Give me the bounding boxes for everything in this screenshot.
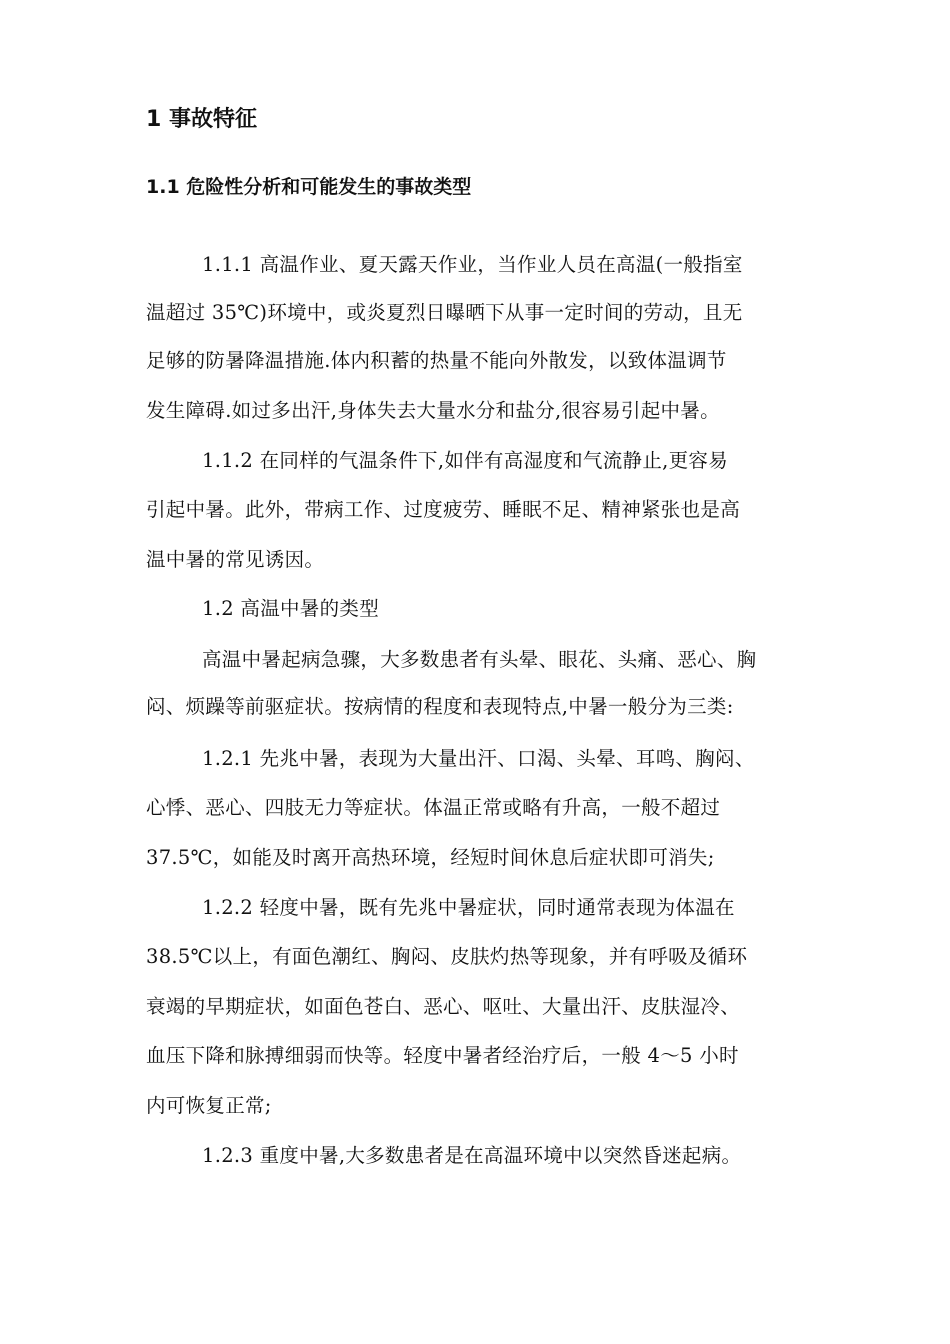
paragraph-line: 1.2.3 重度中暑,大多数患者是在高温环境中以突然昏迷起病。 [202, 1144, 742, 1167]
paragraph-line: 闷、烦躁等前驱症状。按病情的程度和表现特点,中暑一般分为三类: [146, 695, 734, 718]
paragraph-line: 温中暑的常见诱因。 [146, 548, 325, 571]
paragraph-line: 1.1.2 在同样的气温条件下,如伴有高湿度和气流静止,更容易 [202, 449, 729, 472]
paragraph-line: 发生障碍.如过多出汗,身体失去大量水分和盐分,很容易引起中暑。 [146, 399, 720, 422]
subsection-heading: 1.1 危险性分析和可能发生的事故类型 [146, 176, 472, 198]
paragraph-line: 引起中暑。此外，带病工作、过度疲劳、睡眠不足、精神紧张也是高 [146, 498, 741, 521]
paragraph-line: 心悸、恶心、四肢无力等症状。体温正常或略有升高，一般不超过 [146, 796, 721, 819]
paragraph-line: 1.2.2 轻度中暑，既有先兆中暑症状，同时通常表现为体温在 [202, 896, 735, 919]
paragraph-line: 高温中暑起病急骤，大多数患者有头晕、眼花、头痛、恶心、胸 [202, 648, 757, 671]
section-heading: 1 事故特征 [146, 107, 257, 132]
paragraph-line: 38.5℃以上，有面色潮红、胸闷、皮肤灼热等现象，并有呼吸及循环 [146, 945, 748, 968]
paragraph-line: 温超过 35℃)环境中，或炎夏烈日曝晒下从事一定时间的劳动，且无 [146, 301, 743, 324]
paragraph-line: 37.5℃，如能及时离开高热环境，经短时间休息后症状即可消失; [146, 846, 715, 869]
paragraph-line: 1.2.1 先兆中暑，表现为大量出汗、口渴、头晕、耳鸣、胸闷、 [202, 747, 755, 770]
paragraph-line: 衰竭的早期症状，如面色苍白、恶心、呕吐、大量出汗、皮肤湿冷、 [146, 995, 741, 1018]
paragraph-line: 内可恢复正常; [146, 1094, 272, 1117]
paragraph-line: 1.1.1 高温作业、夏天露天作业，当作业人员在高温(一般指室 [202, 253, 743, 276]
paragraph-line: 足够的防暑降温措施.体内积蓄的热量不能向外散发，以致体温调节 [146, 349, 727, 372]
paragraph-line: 血压下降和脉搏细弱而快等。轻度中暑者经治疗后，一般 4～5 小时 [146, 1044, 739, 1067]
paragraph-line: 1.2 高温中暑的类型 [202, 597, 380, 620]
